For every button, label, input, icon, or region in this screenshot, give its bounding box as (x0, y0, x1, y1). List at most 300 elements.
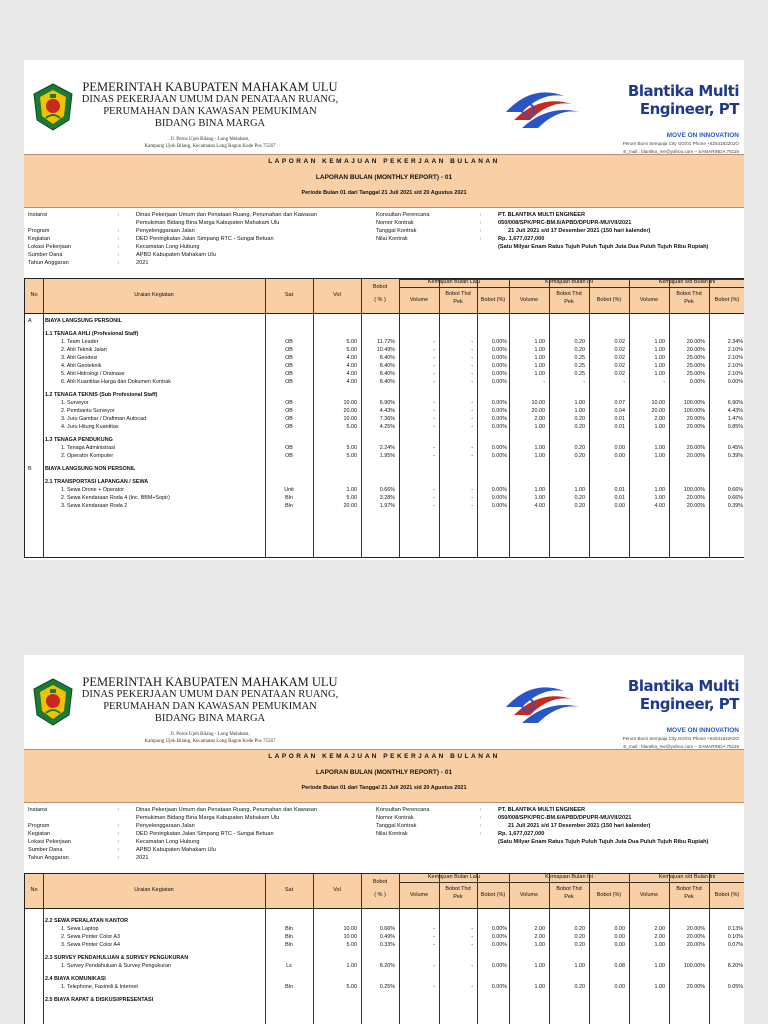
cell-bobot: 0.66% (379, 926, 395, 932)
cell-iv: 1.00 (534, 424, 545, 430)
lokasi-value: Kecamatan Long Hubung (136, 839, 200, 845)
cell-sv: 10.00 (651, 400, 665, 406)
cell-iv: 1.00 (534, 963, 545, 969)
cell-lb: - (471, 487, 473, 493)
row-description: 1.1 TENAGA AHLI (Profesional Staff) (45, 331, 139, 337)
konsultan-value: PT. BLANTIKA MULTI ENGINEER (498, 212, 586, 218)
nomor-kontrak-value: 050/008/SPK/PRC-BM.6/APBD/DPUPR-MU/VII/2021 (498, 220, 632, 226)
kegiatan-value: DED Peningkatan Jalan Simpang RTC - Sungai Betuan (136, 831, 274, 837)
cell-lb: - (471, 339, 473, 345)
cell-sv: 20.00 (651, 408, 665, 414)
cell-lp: 0.00% (491, 495, 507, 501)
cell-iv: 1.00 (534, 942, 545, 948)
colon: : (118, 831, 120, 837)
cell-lv: - (433, 503, 435, 509)
cell-sp: 0.39% (727, 503, 743, 509)
col-volume-2: Volume (519, 892, 539, 898)
mahakam-ulu-emblem-icon (32, 677, 74, 727)
cell-vol: 1.00 (346, 487, 357, 493)
col-volume-3: Volume (639, 892, 659, 898)
konsultan-label: Konsultan Perencana (376, 807, 430, 813)
row-number: A (28, 318, 32, 324)
cell-sp: 2.34% (727, 339, 743, 345)
colon: : (118, 236, 120, 242)
cell-lv: - (433, 363, 435, 369)
cell-sat: OB (285, 339, 293, 345)
cell-bobot: 7.36% (379, 416, 395, 422)
cell-ib: 0.20 (574, 503, 585, 509)
cell-lp: 0.00% (491, 416, 507, 422)
colon: : (118, 823, 120, 829)
nomor-kontrak-label: Nomor Kontrak (376, 220, 414, 226)
colon: : (480, 807, 482, 813)
col-bobot-pct-2: Bobot (%) (596, 297, 622, 303)
table-row (25, 933, 744, 941)
mahakam-ulu-emblem-icon (32, 82, 74, 132)
cell-bobot: 1.95% (379, 453, 395, 459)
table-row (25, 941, 744, 949)
nilai-kontrak-value: Rp. 1,677,027,000 (498, 236, 545, 242)
agency-address-1: Jl. Poros Ujoh Bilang - Long Melaham, (170, 137, 250, 142)
cell-lp: 0.00% (491, 371, 507, 377)
nilai-kontrak-words: (Satu Milyar Enam Ratus Tujuh Puluh Tujuh Juta Dua Puluh Tujuh Ribu Rupiah) (498, 244, 709, 250)
cell-sb: 20.00% (686, 424, 705, 430)
company-tagline: MOVE ON INNOVATION (666, 132, 739, 139)
cell-lv: - (433, 355, 435, 361)
cell-sat: OB (285, 347, 293, 353)
cell-vol: 10.00 (343, 400, 357, 406)
table-row (25, 346, 744, 354)
cell-ip: 0.00 (614, 984, 625, 990)
cell-bobot: 0.66% (379, 487, 395, 493)
row-description: 1.2 TENAGA TEKNIS (Sub Profesional Staff) (45, 392, 158, 398)
cell-vol: 4.00 (346, 363, 357, 369)
cell-bobot: 8.40% (379, 363, 395, 369)
cell-sv: 1.00 (654, 963, 665, 969)
cell-sp: 2.10% (727, 355, 743, 361)
cell-bobot: 2.24% (379, 445, 395, 451)
row-description: 2.1 TRANSPORTASI LAPANGAN / SEWA (45, 479, 149, 485)
table-row (25, 925, 744, 933)
agency-line-1: PEMERINTAH KABUPATEN MAHAKAM ULU (82, 675, 338, 689)
cell-bobot: 11.72% (377, 339, 395, 345)
cell-bobot: 3.28% (379, 495, 395, 501)
cell-vol: 5.00 (346, 347, 357, 353)
table-row (25, 452, 744, 460)
row-description: 3. Juru Gambar / Draftman Autocad (61, 416, 147, 422)
cell-lb: - (471, 453, 473, 459)
cell-sp: 0.07% (727, 942, 743, 948)
report-title-band (24, 749, 744, 803)
table-row (25, 317, 744, 325)
cell-lv: - (433, 408, 435, 414)
col-sat: Sat (284, 887, 294, 893)
cell-sv: 1.00 (654, 984, 665, 990)
tahun-value: 2021 (136, 855, 149, 861)
program-value: Penyelenggaraan Jalan (136, 823, 195, 829)
table-row (25, 465, 744, 473)
report-title: LAPORAN KEMAJUAN PEKERJAAN BULANAN (268, 753, 500, 760)
cell-ip: 0.02 (614, 347, 625, 353)
col-volume-3: Volume (639, 297, 659, 303)
col-vol: Vol (333, 292, 341, 298)
table-row (25, 330, 744, 338)
row-number: B (28, 466, 32, 472)
colon: : (480, 212, 482, 218)
row-description: 1. Sewa Drone + Operator (61, 487, 125, 493)
tanggal-kontrak-value: 21 Juli 2021 s/d 17 Desember 2021 (150 hari kalender) (508, 823, 651, 829)
cell-iv: 1.00 (534, 495, 545, 501)
cell-lp: 0.00% (491, 963, 507, 969)
row-description: 1. Sewa Laptop (61, 926, 99, 932)
cell-ip: 0.02 (614, 363, 625, 369)
cell-bobot: 8.40% (379, 371, 395, 377)
cell-lp: 0.00% (491, 400, 507, 406)
cell-lp: 0.00% (491, 926, 507, 932)
cell-bobot: 8.20% (379, 963, 395, 969)
project-info (24, 210, 744, 276)
cell-vol: 10.00 (343, 934, 357, 940)
konsultan-label: Konsultan Perencana (376, 212, 430, 218)
cell-sp: 0.00% (727, 379, 743, 385)
tahun-label: Tahun Anggaran (28, 855, 69, 861)
agency-address-2: Kampung Ujoh Bilang, Kecamatan Long Bagun Kode Pos 75567 (144, 144, 276, 149)
cell-sb: 20.00% (686, 453, 705, 459)
cell-iv: 1.00 (534, 487, 545, 493)
cell-lv: - (433, 371, 435, 377)
cell-ib: 1.00 (574, 963, 585, 969)
agency-line-4: BIDANG BINA MARGA (154, 713, 266, 724)
colon: : (480, 823, 482, 829)
instansi-label: Instansi (28, 212, 48, 218)
col-bobot-pct: ( % ) (374, 297, 386, 303)
agency-block (80, 675, 340, 745)
cell-sat: OB (285, 416, 293, 422)
cell-sat: OB (285, 363, 293, 369)
cell-sv: 1.00 (654, 445, 665, 451)
report-page-2 (24, 655, 744, 1024)
cell-ip: 0.00 (614, 926, 625, 932)
table-row (25, 954, 744, 962)
letterhead (24, 60, 744, 152)
cell-lb: - (471, 963, 473, 969)
cell-sb: 100.00% (683, 487, 705, 493)
cell-sv: 1.00 (654, 942, 665, 948)
nilai-kontrak-words: (Satu Milyar Enam Ratus Tujuh Puluh Tujuh Juta Dua Puluh Tujuh Ribu Rupiah) (498, 839, 709, 845)
cell-ip: 0.02 (614, 339, 625, 345)
row-description: 2. Pembantu Surveyor (61, 408, 115, 414)
table-row (25, 478, 744, 486)
cell-iv: 1.00 (534, 363, 545, 369)
cell-vol: 5.00 (346, 984, 357, 990)
cell-sp: 0.85% (727, 424, 743, 430)
company-address-1: Perum Bumi Sempaja City GG/01 Phone +6254182202O (622, 736, 739, 741)
table-row (25, 502, 744, 510)
cell-lp: 0.00% (491, 934, 507, 940)
col-bobot-pct-3: Bobot (%) (714, 892, 740, 898)
col-group-last-month: Kemajuan Bulan Lalu (427, 874, 481, 880)
cell-ib: 0.20 (574, 934, 585, 940)
row-description: 1. Surveyor (61, 400, 89, 406)
table-row (25, 338, 744, 346)
tanggal-kontrak-value: 21 Juli 2021 s/d 17 Desember 2021 (150 hari kalender) (508, 228, 651, 234)
lokasi-label: Lokasi Pekerjaan (28, 839, 71, 845)
progress-table (24, 278, 744, 558)
lokasi-label: Lokasi Pekerjaan (28, 244, 71, 250)
cell-iv: 2.00 (534, 926, 545, 932)
cell-sb: 20.00% (686, 934, 705, 940)
cell-sb: 20.00% (686, 347, 705, 353)
cell-lv: - (433, 416, 435, 422)
row-description: 3. Sewa Printer Color A4 (61, 942, 121, 948)
cell-sp: 8.20% (727, 963, 743, 969)
cell-sb: 20.00% (686, 416, 705, 422)
cell-sb: 20.00% (686, 503, 705, 509)
cell-iv: 1.00 (534, 339, 545, 345)
cell-sb: 100.00% (683, 408, 705, 414)
cell-lb: - (471, 379, 473, 385)
instansi-value: Dinas Pekerjaan Umum dan Penataan Ruang, Perumahan dan Kawasan (136, 807, 317, 813)
cell-sp: 0.66% (727, 487, 743, 493)
row-description: 2.5 BIAYA RAPAT & DISKUSI/PRESENTASI (45, 997, 154, 1003)
cell-lp: 0.00% (491, 355, 507, 361)
cell-lb: - (471, 400, 473, 406)
cell-ib: 0.25 (574, 363, 585, 369)
row-description: 5. Ahli Hidrologi / Drainase (61, 371, 125, 377)
cell-ib: 1.00 (574, 487, 585, 493)
cell-sb: 20.00% (686, 942, 705, 948)
cell-sat: Bln (285, 495, 293, 501)
instansi-label: Instansi (28, 807, 48, 813)
company-block (579, 82, 739, 155)
cell-sb: 100.00% (683, 400, 705, 406)
row-description: BIAYA LANGSUNG PERSONIL (45, 318, 122, 324)
table-row (25, 444, 744, 452)
colon: : (118, 244, 120, 250)
table-row (25, 391, 744, 399)
cell-vol: 5.00 (346, 424, 357, 430)
cell-sb: 25.00% (686, 371, 705, 377)
cell-sv: 1.00 (654, 347, 665, 353)
report-title: LAPORAN KEMAJUAN PEKERJAAN BULANAN (268, 158, 500, 165)
agency-line-4: BIDANG BINA MARGA (154, 118, 266, 129)
cell-sv: 1.00 (654, 453, 665, 459)
row-description: 1. Tenaga Administrasi (61, 445, 116, 451)
cell-sp: 2.10% (727, 371, 743, 377)
company-address-1: Perum Bumi Sempaja City GG/01 Phone +6254182202O (622, 141, 739, 146)
table-header (25, 279, 744, 314)
cell-bobot: 4.43% (379, 408, 395, 414)
cell-vol: 10.00 (343, 926, 357, 932)
cell-sb: 20.00% (686, 984, 705, 990)
cell-sp: 0.39% (727, 453, 743, 459)
cell-ib: 0.20 (574, 495, 585, 501)
row-description: 2. Operator Komputer (61, 453, 114, 459)
cell-sat: OB (285, 424, 293, 430)
cell-lv: - (433, 495, 435, 501)
cell-ip: 0.00 (614, 453, 625, 459)
cell-sp: 0.10% (727, 934, 743, 940)
cell-ib: 0.20 (574, 445, 585, 451)
cell-sat: OB (285, 400, 293, 406)
cell-sat: Bln (285, 984, 293, 990)
cell-lp: 0.00% (491, 984, 507, 990)
table-row (25, 486, 744, 494)
cell-iv: 20.00 (531, 408, 545, 414)
cell-lb: - (471, 408, 473, 414)
cell-iv: 2.00 (534, 416, 545, 422)
cell-lv: - (433, 379, 435, 385)
cell-bobot: 10.49% (376, 347, 395, 353)
instansi-value-2: Pemukiman Bidang Bina Marga Kabupaten Mahakam Ulu (136, 220, 280, 226)
cell-sat: Bln (285, 926, 293, 932)
cell-bobot: 8.40% (379, 355, 395, 361)
cell-lb: - (471, 355, 473, 361)
cell-lv: - (433, 942, 435, 948)
colon: : (480, 228, 482, 234)
cell-lp: 0.00% (491, 339, 507, 345)
cell-lp: 0.00% (491, 487, 507, 493)
cell-bobot: 8.40% (379, 379, 395, 385)
cell-sb: 25.00% (686, 355, 705, 361)
cell-sp: 0.66% (727, 495, 743, 501)
cell-lb: - (471, 495, 473, 501)
col-sat: Sat (284, 292, 294, 298)
col-group-to-date: Kemajuan s/d Bulan Ini (658, 279, 716, 285)
cell-vol: 4.00 (346, 379, 357, 385)
cell-lb: - (471, 347, 473, 353)
cell-ip: 0.00 (614, 934, 625, 940)
cell-sat: OB (285, 355, 293, 361)
tahun-label: Tahun Anggaran (28, 260, 69, 266)
cell-lb: - (471, 371, 473, 377)
company-address-2: E_mail : blantika_me@yahoo.com – SAMARINDA 75119 (623, 149, 739, 154)
cell-sv: 1.00 (654, 363, 665, 369)
col-group-this-month: Kemajuan Bulan Ini (545, 279, 593, 285)
col-group-to-date: Kemajuan s/d Bulan Ini (658, 874, 716, 880)
col-uraian: Uraian Kegiatan (134, 292, 174, 298)
cell-ip: 0.07 (614, 400, 625, 406)
table-row (25, 423, 744, 431)
row-description: 2. Sewa Kendaraan Roda 4 (Inc. BBM+Sopir) (61, 495, 170, 501)
col-bobot-thd-2: Bobot Thd (556, 886, 582, 892)
table-row (25, 362, 744, 370)
row-description: 2.2 SEWA PERALATAN KANTOR (45, 918, 129, 924)
cell-sat: Bln (285, 503, 293, 509)
company-name: Blantika Multi Engineer, PT (627, 677, 739, 713)
cell-ib: 0.20 (574, 942, 585, 948)
cell-sat: OB (285, 453, 293, 459)
row-description: 6. Ahli Kuantitas Harga dan Dokumen Kontrak (61, 379, 171, 385)
cell-ip: 0.00 (614, 503, 625, 509)
cell-sv: 1.00 (654, 339, 665, 345)
cell-vol: 10.00 (343, 416, 357, 422)
table-row (25, 962, 744, 970)
cell-sb: 25.00% (686, 363, 705, 369)
col-bobot-pct-1: Bobot (%) (480, 297, 506, 303)
table-row (25, 354, 744, 362)
cell-ip: 0.02 (614, 355, 625, 361)
row-description: 4. Juru Hitung Kuantitas (61, 424, 119, 430)
instansi-value: Dinas Pekerjaan Umum dan Penataan Ruang, Perumahan dan Kawasan (136, 212, 317, 218)
row-description: 1. Team Leader (61, 339, 99, 345)
cell-sv: 1.00 (654, 371, 665, 377)
cell-sp: 4.43% (727, 408, 743, 414)
kegiatan-label: Kegiatan (28, 236, 51, 242)
cell-lp: 0.00% (491, 363, 507, 369)
cell-lp: 0.00% (491, 347, 507, 353)
cell-ib: - (583, 379, 585, 385)
cell-sv: 1.00 (654, 495, 665, 501)
cell-sv: 4.00 (654, 503, 665, 509)
cell-lv: - (433, 347, 435, 353)
cell-sv: 1.00 (654, 355, 665, 361)
agency-line-1: PEMERINTAH KABUPATEN MAHAKAM ULU (82, 80, 338, 94)
progress-table (24, 873, 744, 1024)
cell-vol: 5.00 (346, 445, 357, 451)
cell-lp: 0.00% (491, 424, 507, 430)
cell-sat: OB (285, 408, 293, 414)
row-description: 2. Sewa Printer Color A3 (61, 934, 121, 940)
agency-address-2: Kampung Ujoh Bilang, Kecamatan Long Bagun Kode Pos 75567 (144, 739, 276, 744)
cell-sp: 2.10% (727, 363, 743, 369)
cell-lp: 0.00% (491, 503, 507, 509)
colon: : (118, 839, 120, 845)
colon: : (480, 831, 482, 837)
cell-bobot: 1.97% (379, 503, 395, 509)
cell-sat: Unit (284, 487, 294, 493)
table-row (25, 378, 744, 386)
konsultan-value: PT. BLANTIKA MULTI ENGINEER (498, 807, 586, 813)
col-group-this-month: Kemajuan Bulan Ini (545, 874, 593, 880)
cell-ip: 0.00 (614, 445, 625, 451)
cell-lb: - (471, 363, 473, 369)
cell-vol: 1.00 (346, 963, 357, 969)
cell-lv: - (433, 424, 435, 430)
cell-lb: - (471, 926, 473, 932)
cell-ib: 0.25 (574, 355, 585, 361)
cell-bobot: 6.90% (379, 400, 395, 406)
agency-line-2: DINAS PEKERJAAN UMUM DAN PENATAAN RUANG, (81, 94, 339, 105)
col-bobot-thd-3: Bobot Thd (676, 291, 702, 297)
cell-iv: 4.00 (534, 503, 545, 509)
cell-sb: 20.00% (686, 495, 705, 501)
cell-sb: 20.00% (686, 445, 705, 451)
row-description: 1. Telephone, Faximili & Internet (61, 984, 138, 990)
cell-ib: 0.20 (574, 339, 585, 345)
cell-ib: 0.20 (574, 926, 585, 932)
cell-iv: - (543, 379, 545, 385)
col-no: No (30, 292, 38, 298)
program-label: Program (28, 823, 50, 829)
cell-bobot: 0.49% (379, 934, 395, 940)
cell-ib: 0.20 (574, 453, 585, 459)
cell-lp: 0.00% (491, 445, 507, 451)
colon: : (118, 807, 120, 813)
row-description: 1.3 TENAGA PENDUKUNG (45, 437, 113, 443)
program-value: Penyelenggaraan Jalan (136, 228, 195, 234)
report-period: Periode Bulan 01 dari Tanggal 21 Juli 2021 s/d 20 Agustus 2021 (301, 190, 467, 196)
cell-ib: 0.25 (574, 371, 585, 377)
cell-sp: 2.10% (727, 347, 743, 353)
agency-address-1: Jl. Poros Ujoh Bilang - Long Melaham, (170, 732, 250, 737)
nomor-kontrak-value: 050/008/SPK/PRC-BM.6/APBD/DPUPR-MU/VII/2021 (498, 815, 632, 821)
cell-vol: 5.00 (346, 942, 357, 948)
report-subtitle: LAPORAN BULAN (MONTHLY REPORT) - 01 (315, 174, 453, 181)
sumber-value: APBD Kabupaten Mahakam Ulu (136, 252, 216, 258)
cell-sp: 6.90% (727, 400, 743, 406)
cell-lb: - (471, 416, 473, 422)
